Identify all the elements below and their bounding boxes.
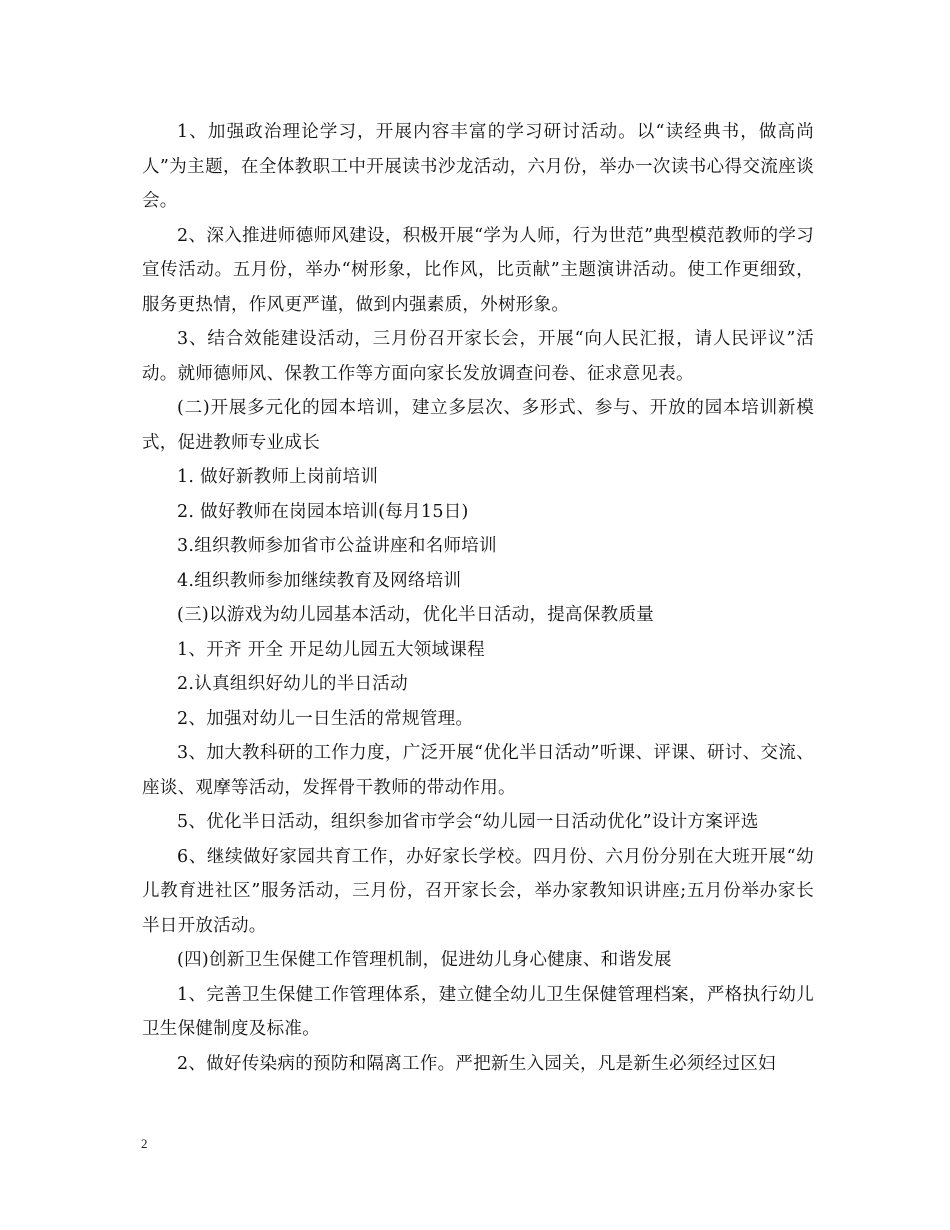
- paragraph-8: 5、优化半日活动，组织参加省市学会“幼儿园一日活动优化”设计方案评选: [177, 812, 759, 832]
- paragraph-7: 3、加大教科研的工作力度，广泛开展“优化半日活动”听课、评课、研讨、交流、座谈、观摩等活动，发挥骨干教师的带动作用。: [142, 743, 814, 798]
- section-heading-4: (四)创新卫生保健工作管理机制，促进幼儿身心健康、和谐发展: [177, 950, 672, 970]
- list-item-3: 3.组织教师参加省市公益讲座和名师培训: [177, 536, 497, 556]
- paragraph-5: 2.认真组织好幼儿的半日活动: [177, 674, 408, 694]
- paragraph-4: 1、开齐 开全 开足幼儿园五大领域课程: [177, 639, 485, 660]
- page-number: 2: [141, 1136, 148, 1151]
- section-heading-3: (三)以游戏为幼儿园基本活动，优化半日活动，提高保教质量: [177, 605, 655, 625]
- list-item-2: 2. 做好教师在岗园本培训(每月15日): [177, 501, 469, 522]
- document-body: [142, 115, 814, 1081]
- paragraph-1: 1、加强政治理论学习，开展内容丰富的学习研讨活动。以“读经典书，做高尚人”为主题，在全体教职工中开展读书沙龙活动，六月份，举办一次读书心得交流座谈会。: [142, 122, 814, 211]
- list-item-1: 1. 做好新教师上岗前培训: [177, 467, 379, 487]
- list-item-4: 4.组织教师参加继续教育及网络培训: [177, 570, 462, 591]
- paragraph-10: 1、完善卫生保健工作管理体系，建立健全幼儿卫生保健管理档案，严格执行幼儿卫生保健制度及标准。: [142, 984, 814, 1039]
- paragraph-11: 2、做好传染病的预防和隔离工作。严把新生入园关，凡是新生必须经过区妇: [177, 1053, 776, 1074]
- paragraph-2: 2、深入推进师德师风建设，积极开展“学为人师，行为世范”典型模范教师的学习宣传活动。五月份，举办“树形象，比作风，比贡献”主题演讲活动。使工作更细致，服务更热情，作风更严谨，做到内强素质，外树形象。: [142, 225, 814, 315]
- section-heading-2: (二)开展多元化的园本培训，建立多层次、多形式、参与、开放的园本培训新模式，促进教师专业成长: [142, 398, 814, 453]
- paragraph-3: 3、结合效能建设活动，三月份召开家长会，开展“向人民汇报，请人民评议”活动。就师德师风、保教工作等方面向家长发放调查问卷、征求意见表。: [142, 329, 814, 384]
- paragraph-9: 6、继续做好家园共育工作，办好家长学校。四月份、六月份分别在大班开展“幼儿教育进社区”服务活动，三月份，召开家长会，举办家教知识讲座;五月份举办家长半日开放活动。: [142, 846, 814, 936]
- paragraph-6: 2、加强对幼儿一日生活的常规管理。: [177, 708, 474, 729]
